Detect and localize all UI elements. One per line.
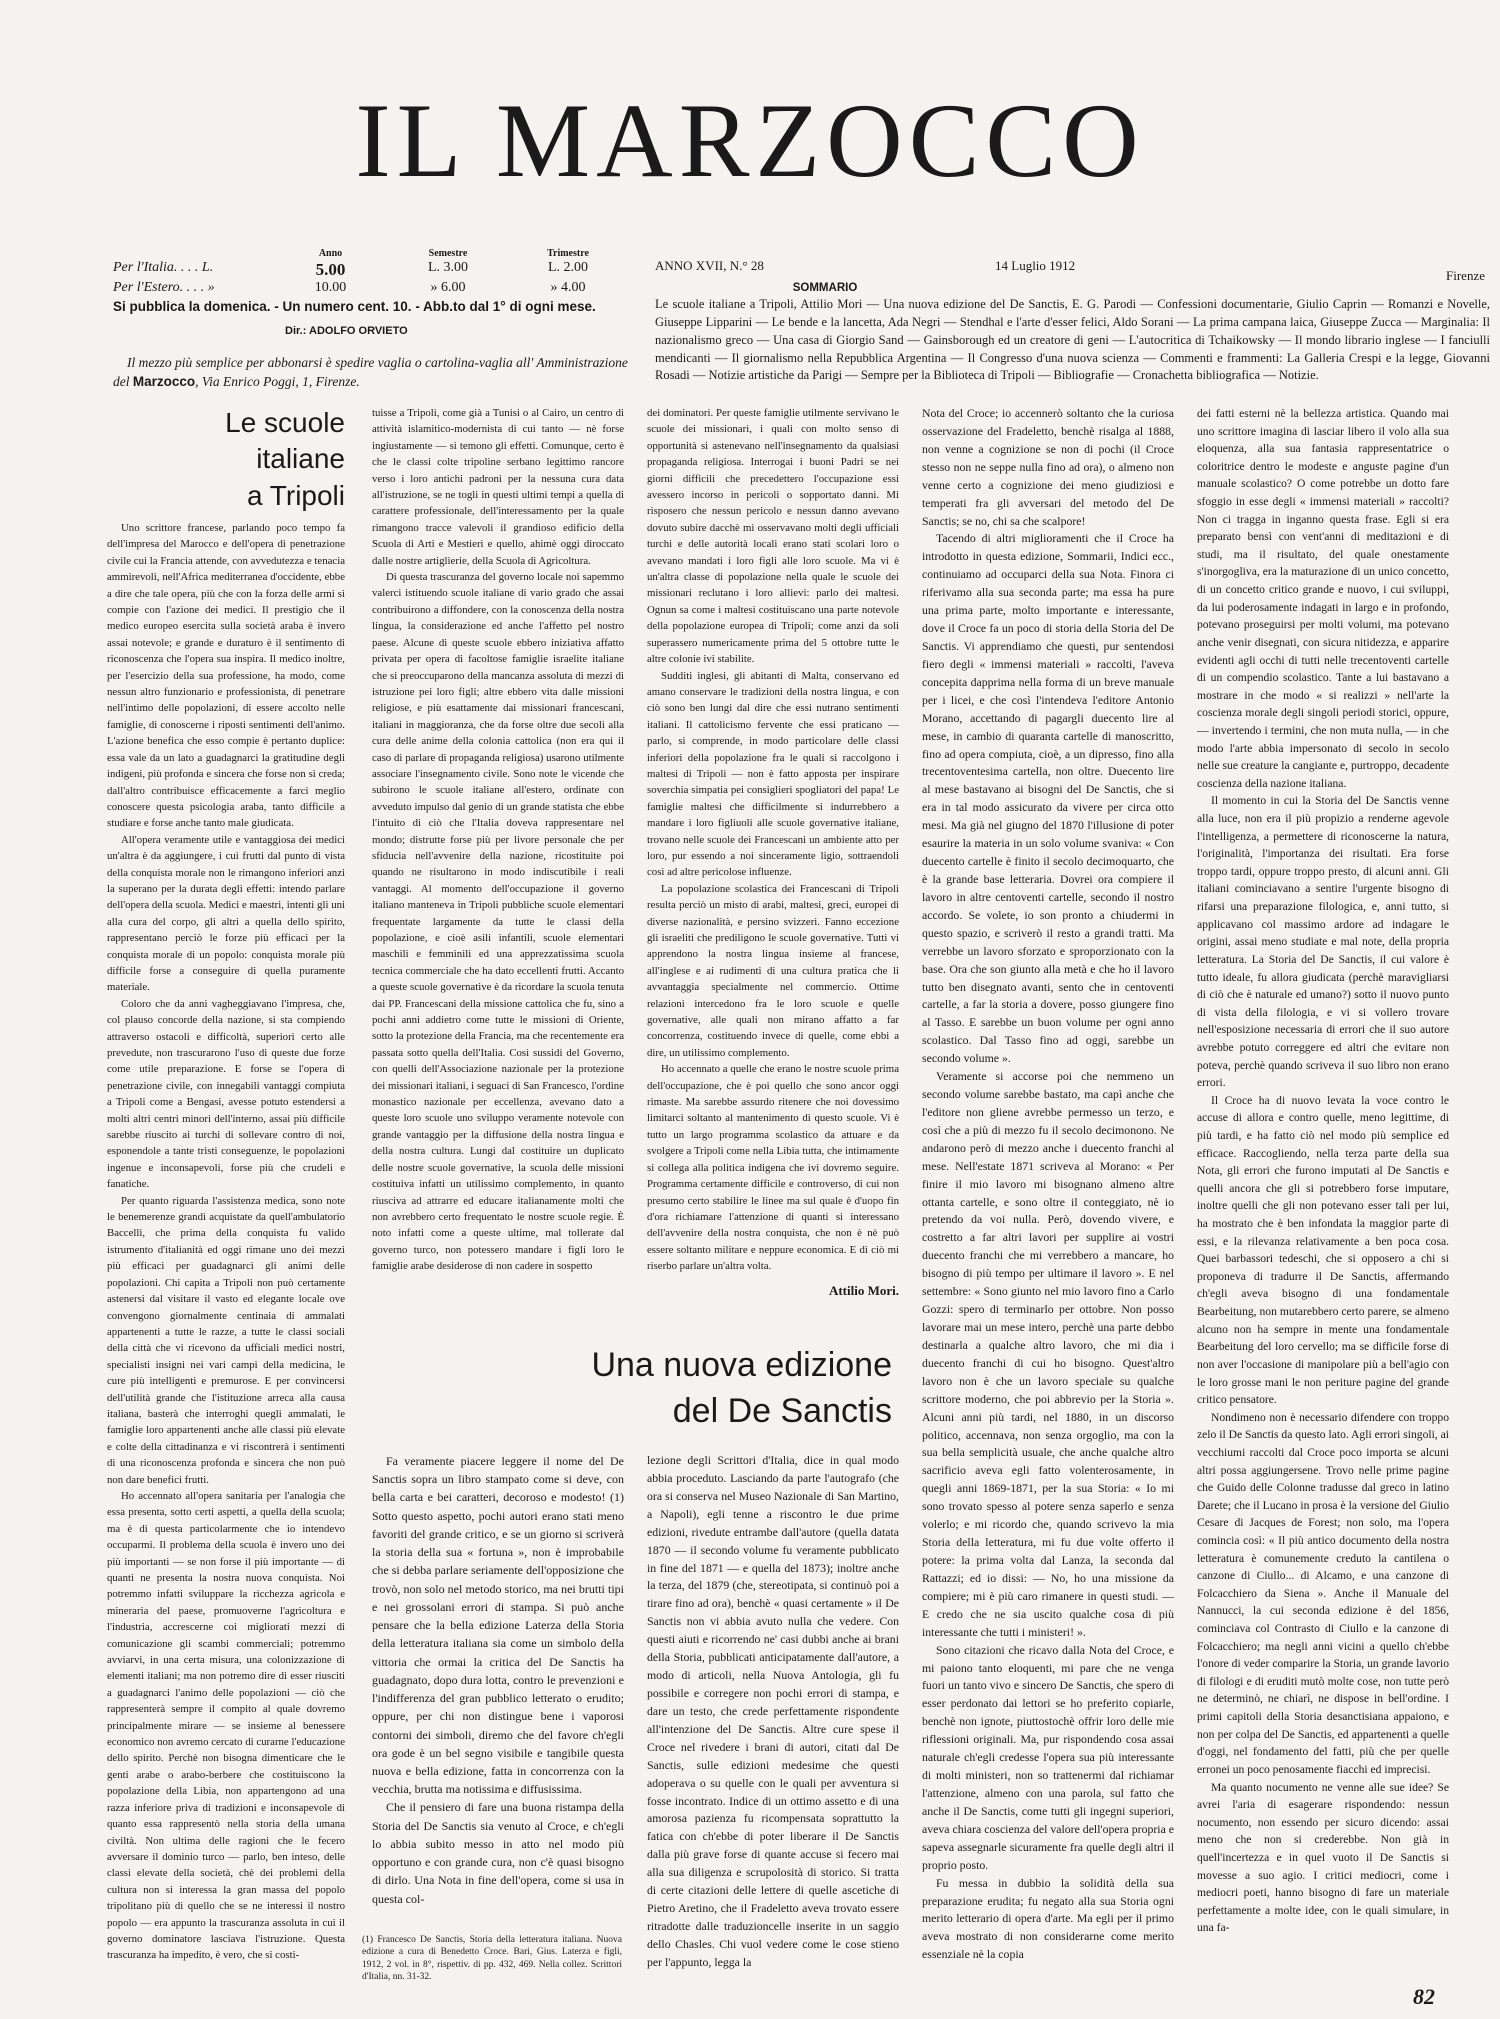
paragraph: All'opera veramente utile e vantaggiosa dei medici un'altra è da aggiungere, i cui frutti dal punto di vista della conquista morale non le rimangono inferiori anzi la superano per la durata degli effetti: intendo parlare dell'opera della scuola. Medici e maestri, intenti gli uni alla cura del corpo, gli altri a quella dello spirito, rappresentano perciò le forze più efficaci per la conquista morale di un popolo: conquista morale più difficile forse a conseguire di quella puramente materiale. [107, 833, 345, 994]
price-semestre: » 6.00 [430, 280, 466, 296]
sommario-text: Le scuole italiane a Tripoli, Attilio Mori — Una nuova edizione del De Sanctis, E. G. Parodi — Confessioni documentarie, Giulio Caprin — Romanzi e Novelle, Giuseppe Lipparini — Le bende e la lancetta, Ada Negri — Stendhal e l'arte d'esser felici, Aldo Sorani — La prima campana laica, Giuseppe Zucca — Marginalia: Il nazionalismo greco — Una casa di Giorgio Sand — Gainsborough ed un creatore di geni — L'autocritica di Tchaikowsky — Il mondo librario inglese — I fanciulli mendicanti — Il giornalismo nella Repubblica Argentina — Il Congresso d'una nuova scienza — Commenti e frammenti: La Galleria Crespi e la legge, Giovanni Rosadi — Notizie artistiche da Parigi — Sempre per la Biblioteca di Tripoli — Bibliografie — Cronachetta bibliografica — Notizie. [655, 297, 1490, 383]
subscription-row-estero [113, 280, 633, 297]
header-semestre: Semestre [428, 248, 468, 259]
paragraph: Di questa trascuranza del governo locale noi sapemmo valerci istituendo scuole italiane di vario grado che assai contribuirono a diffondere, con la conoscenza della nostra lingua, la considerazione ed anche l'affetto pel nostro paese. Alcune di queste scuole ebbero iniziativa affatto privata per opera di facoltose famiglie israelite italiane che si preoccuparono della mancanza assoluta di mezzi di istruzione pei loro figli; altre ebbero vita dalle missioni religiose, e più esattamente dai missionari francescani, italiani in maggioranza, che da forse oltre due secoli alla cura delle anime della colonia cattolica (non era qui il caso di parlare di propaganda religiosa) usarono utilmente associare l'insegnamento civile. Sono note le vicende che subirono le scuole italiane all'estero, ordinate con avveduto impulso dal genio di un grande statista che ebbe l'intuito di ciò che l'Italia doveva rappresentare nel mondo; distrutte forse più per livore personale che per sfiducia nell'avvenire della nazione, ricostituite poi quando ne risultarono in modo indiscutibile i reali vantaggi. Al momento dell'occupazione il governo italiano manteneva in Tripoli pubbliche scuole elementari frequentate largamente da tutte le classi della popolazione, e cioè asili infantili, scuole elementari maschili e femminili ed una apprezzatissima scuola tecnica commerciale che ha dato eccellenti frutti. Accanto a queste scuole governative è da ricordare la scuola tenuta dai PP. Francescani della missione cattolica che fu, sino a pochi anni addietro come tutte le missioni di Oriente, sotto la protezione della Francia, ma che recentemente era passata sotto quella dell'Italia. Così sussidi del Governo, con quelli dell'Associazione nazionale per la protezione dei missionari italiani, i seguaci di San Francesco, l'ordine monastico nazionale per eccellenza, avevano dato a queste loro scuole uno sviluppo veramente notevole con grande vantaggio per la diffusione della nostra lingua e della nostra cultura. Lungi dal costituire un duplicato delle nostre scuole governative, la scuola delle missioni costituiva infatti un utilissimo complemento, in quanto riusciva ad attrarre ed educare italianamente molti che non avrebbero certo frequentato le nostre scuole regie. È noto infatti come a queste ultime, mal tollerate dal governo turco, non potessero mandare i figli loro le famiglie arabe desiderose di non cadere in sospetto [372, 571, 624, 1273]
price-trimestre: L. 2.00 [547, 260, 589, 275]
director-line: Dir.: ADOLFO ORVIETO [285, 325, 408, 338]
paragraph: dei dominatori. Per queste famiglie utilmente servivano le scuole dei missionari, i quali con molto senso di opportunità si astenevano nell'insegnamento da qualsiasi propaganda religiosa. Interrogai i buoni Padri se nei giorni difficili che precedettero l'occupazione essi avessero incorso in pericoli o sopportato danni. Mi risposero che nessun pericolo e nessun danno avevano dovuto subire dacchè mi osservavano molti degli ufficiali turchi e delle autorità locali erano stati scolari loro o avevano mandati i loro figli alle loro scuole. Ma vi è un'altra classe di popolazione nella quale le scuole dei missionari reclutano i loro allievi: parlo dei maltesi. Ognun sa come i maltesi costituiscano una parte notevole della popolazione europea di Tripoli; come anzi da soli superassero numericamente prima del 5 ottobre tutte le altre colonie ivi stabilite. [647, 407, 899, 666]
publication-note: Si pubblica la domenica. - Un numero cent. 10. - Abb.to dal 1° di ogni mese. [113, 299, 596, 315]
paragraph: Nondimeno non è necessario difendere con troppo zelo il De Sanctis da questo lato. Agli errori singoli, ai vecchiumi raccolti dal Croce poco importa se alcuni altri possa aggiungersene. Trovo nelle prime pagine che Guido delle Colonne tradusse dal greco in latino Darete; che il Lucano in prosa è la versione del Giulio Cesare di Jacques de Forest; non solo, ma l'opera comincia così: « Il più antico documento della nostra letteratura è comunemente creduto la cantilena o canzone di Ciullo... di Alcamo, e una canzone di Folcacchiero da Siena ». Anche il Manuale del Nannucci, la cui seconda edizione è del 1856, cominciava col Contrasto di Ciullo e la canzone di Folcacchiero; ma negli anni vicini a quello ch'ebbe l'onore di veder comparire la Storia, un grande lavorio di filologi e di eruditi mutò molte cose, non tutte però ne determinò, ne chiarì, ne dispose in bell'ordine. I primi capitoli della Storia desanctisiana appaiono, e non per colpa del De Sanctis, ed appartenenti a quelle d'oggi, nel fondamento del fatti, più che per quelle erronei un poco penosamente fiacchi ed imprecisi. [1197, 1410, 1449, 1776]
price-anno: 5.00 [315, 260, 346, 279]
subscription-row-italia [113, 260, 633, 280]
paragraph: lezione degli Scrittori d'Italia, dice in qual modo abbia proceduto. Lasciando da parte l'autografo (che ora si conserva nel Museo Nazionale di San Martino, a Napoli), egli tenne a riscontro le due prime edizioni, rivedute entrambe dall'autore (quella datata 1870 — il secondo volume fu veramente pubblicato in fine del 1871 — e quella del 1873); inoltre anche la terza, del 1879 (che, stereotipata, si continuò poi a tirare fino ad ora), benchè « quasi certamente » il De Sanctis non vi abbia avuto nulla che vedere. Con questi aiuti e ricorrendo ne' casi dubbi anche ai brani della Storia, pubblicati anticipatamente dall'autore, a modo di articoli, nella Nuova Antologia, gli fu possibile e corregere non pochi errori di stampa, e dare un testo, che crede perfettamente rispondente all'intenzione del De Sanctis. Altre cure spese il Croce nel rivedere i brani di autori, citati dal De Sanctis, sulle edizioni medesime che questi adoperava o su quelle con le quali per avventura si fosse incontrato. Indice di un ottimo assetto e di una amorosa pazienza fu ricompensata soprattutto la fatica con ch'ebbe di poter liberare il De Sanctis dalla più grave forse di quante accuse si fecero mai alla sua diligenza e scrupolosità di storico. Si tratta di certe citazioni delle lettere di quelle ascetiche di Pietro Aretino, che il Fradeletto aveva trovato essere ritradotte dalle traduzioncelle inserite in un saggio dello Chasles. Chi vuol vedere come le cose stieno per l'appunto, legga la [647, 1453, 899, 1969]
paragraph: Che il pensiero di fare una buona ristampa della Storia del De Sanctis sia venuto al Croce, e ch'egli lo abbia subito messo in atto nel modo più opportuno e con grande cura, non c'è quasi bisogno di dirlo. Una Nota in fine dell'opera, come si usa in questa col- [372, 1800, 624, 1906]
article-column-2-lower [372, 1452, 624, 1927]
header-trimestre: Trimestre [547, 248, 589, 259]
subscription-info: Il mezzo più semplice per abbonarsi è spedire vaglia o cartolina-vaglia all' Amministrazione del Marzocco, Via Enrico Poggi, 1, Firenze. [113, 354, 628, 390]
paragraph: Per quanto riguarda l'assistenza medica, sono note le benemerenze grandi acquistate da quell'ambulatorio Baccelli, che prima della conquista fu valido istrumento d'italianità ed oggi rimane uno dei mezzi più efficaci per guadagnarci gli animi delle popolazioni. Chi capita a Tripoli non può certamente astenersi dal visitare il vasto ed elegante locale ove convengono giornalmente centinaia di ammalati appartenenti a tutte le razze, a tutte le classi sociali della città che vi ricevono da ufficiali medici nostri, specialisti insigni nei vari campi della medicina, le cure più intelligenti e premurose. E per convincersi dell'utilità grande che l'istituzione arreca alla causa italiana, basterà che interroghi quegli ammalati, le famiglie loro appartenenti anche alle classi più elevate e colte della cittadinanza e vi riscontrerà i sentimenti di una riconoscenza profonda e sincera che non può non dare benefici frutti. [107, 1194, 345, 1486]
paragraph: tuisse a Tripoli, come già a Tunisi o al Cairo, un centro di attività islamitico-modernista di cui tanto — nè forse ingiustamente — si temono gli effetti. Comunque, certo è che le classi colte tripoline serbano legittimo rancore verso i loro antichi padroni per la nessuna cura data all'istruzione, se ne togli in questi ultimi tempi a quella di carattere professionale, dell'interessamento per la quale rimangono tracce valevoli il grandioso edificio della Scuola di Arti e Mestieri e quello, ahimè oggi diroccato dalle nostre artiglierie, della Scuola di Agricoltura. [372, 407, 624, 567]
table-of-contents [655, 280, 1490, 385]
paragraph: Sudditi inglesi, gli abitanti di Malta, conservano ed amano conservare le tradizioni della nostra lingua, e con ciò sono ben lungi dal dire che essi nutrano sentimenti italiani. Il cattolicismo fervente che essi praticano — parlo, si comprende, in modo particolare delle classi inferiori della popolazione fra le quali si raccolgono i maltesi di Tripoli — non è fatto apposta per inspirare soverchia simpatia pei consiglieri spogliatori del papa! Le famiglie maltesi che difficilmente si indurrebbero a mandare i loro figliuoli alle scuole governative italiane, trovano nelle scuole dei Francescani un ambiente atto per loro, pur essendo a noi sinceramente ligio, sottraendoli così ad altre pericolose influenze. [647, 669, 899, 879]
paragraph: La popolazione scolastica dei Francescani di Tripoli resulta perciò un misto di arabi, maltesi, greci, europei di diverse nazionalità, e persino svizzeri. Fanno eccezione gli israeliti che prediligono le scuole governative. Tutti vi apprendono la nostra lingua insieme al francese, all'inglese e ai rudimenti di una cultura pratica che li avvantaggia specialmente nel commercio. Ottime relazioni intercedono fra le loro scuole e quelle governative, alle quali non mirano affatto a far concorrenza, costituendo invece di quelle, come ebbi a dire, un utilissimo complemento. [647, 882, 899, 1059]
article-column-5 [1197, 405, 1449, 1987]
price-anno: 10.00 [314, 280, 347, 296]
subscription-headers [113, 248, 633, 260]
paragraph: Il momento in cui la Storia del De Sanctis venne alla luce, non era il più propizio a renderne agevole l'intelligenza, a permettere di riconoscerne la natura, l'originalità, l'importanza dei risultati. Era forse troppo tardi, oppure troppo presto, di alcuni anni. Gli italiani cominciavano a sentire l'urgente bisogno di rifarsi una preparazione filologica, e, anni tutto, si applicavano col massimo ardore ad indagare le origini, assai meno studiate e mal note, della propria letteratura. La Storia del De Sanctis, il cui valore è tutto ideale, fu allora giudicata (perchè maravigliarsi di ciò che è naturale ed umano?) sotto il nuovo punto di vista della filologia, e vi si vollero trovare nell'esposizione necessaria di errori che il suo autore avrebbe potuto correggere ed altri che evitare non poteva, perchè quando scriveva il suo libro non erano errori. [1197, 794, 1449, 1090]
issue-date: 14 Luglio 1912 [995, 258, 1076, 273]
article-signature: Attilio Mori. [828, 1282, 899, 1298]
paragraph: Coloro che da anni vagheggiavano l'impresa, che, col plauso concorde della nazione, si sta compiendo attraverso ostacoli e difficoltà, superiori certo alle prevedute, non trascurarono l'uso di queste due forze come utile preparazione. E forse se l'opera di penetrazione civile, con innegabili vantaggi compiuta a Tripoli come a Bengasi, avesse potuto estendersi a molti altri centri minori dell'interno, assai più difficile sarebbe riuscito ai turchi di sollevare contro di noi, esponendole a tante tristi conseguenze, le popolazioni ingenue e inconsapevoli, forse più che crudeli e fanatiche. [107, 997, 345, 1191]
row-label: Per l'Italia. . . . L. [113, 260, 214, 275]
price-trimestre: » 4.00 [550, 280, 586, 296]
article-column-3 [647, 405, 899, 1315]
article-title-scuole: Le scuole italiane a Tripoli [225, 407, 345, 511]
article-column-4 [922, 405, 1174, 1987]
page-number: 82 [1413, 1984, 1435, 2009]
sommario-title: SOMMARIO [792, 282, 858, 294]
paragraph: Fa veramente piacere leggere il nome del De Sanctis sopra un libro stampato come si deve, con bella carta e bei caratteri, decoroso e modesto! (1) Sotto questo aspetto, pochi autori erano stati meno favoriti del grande critico, e se un giorno si scriverà la storia della sua « fortuna », non è improbabile che si debba parlare seriamente dell'opposizione che trovò, non solo nel metodo storico, ma nei brutti tipi e nei grossolani errori di stampa. Si può anche pensare che la bella edizione Laterza della Storia della letteratura italiana sia come un simbolo della vittoria che ormai la critica del De Sanctis ha guadagnato, dopo dura lotta, contro le prevenzioni e l'indifferenza del gran pubblico letterato o erudito; oppure, per chi non distingue bene i vaporosi contorni dei simboli, diremo che del favore ch'egli ora gode è un bel segno visibile e tangibile questa nuova e bella edizione, fatta in concorrenza con la vecchia, brutta ma notissima e diffusissima. [372, 1454, 624, 1797]
paragraph: Fu messa in dubbio la solidità della sua preparazione erudita; fu negato alla sua Storia ogni merito letterario di opera d'arte. Ma egli per il primo aveva mostrato di non considerarne come merito essenziale nè la copia [922, 1875, 1174, 1962]
row-label: Per l'Estero. . . . » [113, 280, 215, 296]
paragraph: Nota del Croce; io accennerò soltanto che la curiosa osservazione del Fradeletto, benchè risalga al 1888, non venne a cognizione se non di pochi (il Croce stesso non ne seppe nulla fino ad ora), o almeno non venne certo a cognizione dei meno giudiziosi e temperati fra gli avversari del metodo del De Sanctis; se no, chi sa che scalpore! [922, 406, 1174, 528]
paragraph: dei fatti esterni nè la bellezza artistica. Quando mai uno scrittore imagina di lasciar libero il volo alla sua eloquenza, alla sua fantasia rappresentatrice o coloritrice dentro le modeste e anguste pagine d'un manuale scolastico? O come potrebbe un dotto fare sfoggio in esse degli « immensi materiali » raccolti? Non ci tragga in inganno questa frase. Egli si era preparato bensì con vent'anni di meditazioni e di studi, ma il risultato, del quale onestamente s'inorgogliva, era la maturazione di un unico concetto, di un concetto critico grande e nuovo, i cui sviluppi, da lui poderosamente indagati in largo e in profondo, potevano proseguirsi per molti volumi, ma potevano anche venir disegnati, con sicura nitidezza, e apparire evidenti agli occhi di tutti nelle trecentoventi cartelle di un compendio scolastico. Tante a lui bastavano a mostrare in che modo « si realizzi » nell'arte la coscienza morale degli singoli periodi storici, oppure, — invertendo i termini, che non muta nulla, — in che modo l'arte abbia impersonato di secolo in secolo nelle sue creature la cangiante e, purtroppo, decadente coscienza della nazione italiana. [1197, 407, 1449, 790]
subscription-box [113, 248, 633, 392]
paragraph: Ho accennato a quelle che erano le nostre scuole prima dell'occupazione, che è poi quello che sono ancor oggi rimaste. Ma sarebbe assurdo ritenere che noi dovessimo limitarci soltanto al mantenimento di questo scuole. Vi è tutto un largo programma scolastico da attuare e da svolgere a Tripoli come nella Libia tutta, che intimamente si collega alla politica indigena che ivi dovremo seguire. Programma certamente difficile e controverso, di cui non presumo certo stabilire le linee ma sul quale è d'uopo fin d'ora richiamare l'attenzione di quanti si interessano dell'avvenire della nostra conquista, che non è nè può essere soltanto militare e neppure economica. E di ciò mi riserbo parlare un'altra volta. [647, 1063, 899, 1273]
article-column-3-lower [647, 1452, 899, 1987]
paragraph: Veramente si accorse poi che nemmeno un secondo volume sarebbe bastato, ma capì anche che l'editore non gliene avrebbe permesso un terzo, e così che a più di mezzo fu il secolo decimonono. Ne andarono però di mezzo anche i duecento franchi al mese. Nell'estate 1871 scriveva al Morano: « Per finire il mio lavoro mi bisognano almeno altre ottanta cartelle, e sono oltre il conteggiato, nè io pretendo da voi nulla. Però, dovendo vivere, e costretto a far altri lavori per supplire ai vostri duecento franchi che mi verrebbero a mancare, ho bisogno di più tempo per ultimare il lavoro ». E nel settembre: « Sono giunto nel mio lavoro fino a Carlo Gozzi: spero di terminarlo per ottobre. Non posso lavorare mai un mese intero, perchè una parte debbo destinarla a qualche altro lavoro, che mi dia i duecento franchi di cui ho bisogno. Quest'altro lavoro non è che un lavoro speciale su qualche scrittore moderno, che poi abbrevio per la Storia ». Alcuni anni più tardi, nel 1880, in un discorso politico, accennava, non senza orgoglio, ma con la sua bella semplicità usuale, che anche qualche altro sacrificio aveva egli fatto volenterosamente, in quegli anni 1869-1871, per la sua Storia: « Io mi sono trovato spesso al potere senza saperlo e senza volerlo; e mi ricordo che, quando scrivevo la mia Storia della letteratura, mi fu due volte offerto il potere: la prima volta dal Lanza, la seconda dal Rattazzi; ed io dissi: — No, ho una missione da compiere; mi è più caro rimanere in questi studi. — E credo che ne sia uscito qualche cosa di più interessante che tutti i ministeri! ». [922, 1069, 1174, 1639]
header-anno: Anno [318, 248, 343, 259]
article-column-1 [107, 520, 345, 1980]
paragraph: Sono citazioni che ricavo dalla Nota del Croce, e mi paiono tanto eloquenti, mi pare che ne venga fuori un tanto vivo e sincero De Sanctis, che spero di esser perdonato dai lettori se ho preferito copiarle, benchè non ignote, piuttostochè offrir loro delle mie riflessioni originali. Ma, pur rispondendo cosa assai naturale ch'egli credesse l'opera sua più interessante di molti ministeri, non so trattenermi dal richiamar l'attenzione, almeno con una parola, sul fatto che anche il De Sanctis, come tutti gli ingegni superiori, aveva chiara coscienza del valore dell'opera propria e sapeva assegnarle sicuramente fra quelle degli altri il proprio posto. [922, 1642, 1174, 1872]
issue-number: ANNO XVII, N.° 28 [655, 258, 764, 273]
article-column-2 [372, 405, 624, 1315]
issue-city: Firenze [1446, 268, 1485, 283]
paragraph: Uno scrittore francese, parlando poco tempo fa dell'impresa del Marocco e dell'opera di penetrazione civile cui la Francia attende, con avvedutezza e tenacia ammirevoli, nell'Africa mediterranea d'occidente, ebbe a dire che tale opera, più che con la forza delle armi si compie con l'azione dei medici. Il prestigio che il medico europeo esercita sulla società araba è invero assai notevole; e grande e duraturo è il sentimento di riconoscenza che l'opera sua inspira. Il medico inoltre, per l'esercizio della sua professione, ha modo, come nessun altro funzionario e professionista, di penetrare nell'intimo delle popolazioni, di essere accolto nelle famiglie, di conoscerne i riposti sentimenti dell'animo. L'azione benefica che esso compie è pertanto duplice: essa vale da un lato a guadagnarci la gratitudine degli indigeni, più profonda e sincera che forse non si creda; dall'altro contribuisce efficacemente a farci meglio conoscere questa psicologia araba, tanto difficile a studiare e forse anche tanto male giudicata. [107, 522, 345, 830]
masthead-title: IL MARZOCCO [355, 82, 1145, 199]
paragraph: Il Croce ha di nuovo levata la voce contro le accuse di allora e contro quelle, meno legittime, di più tardi, e ha fatto ciò nel modo più semplice ed efficace. Raccogliendo, nella terza parte della sua Nota, gli errori che furono imputati al De Sanctis e quelli ancora che gli si potrebbero forse imputare, inoltre quelli che gli non potevano esser tali per lui, ha mostrato che è ben infondata la maggior parte di essi, e la rilevanza relativamente a ben poca cosa. Quei barbassori tedeschi, che si opposero a chi si proponeva di tradurre il De Sanctis, affermando ch'egli aveva bisogno di una fondamentale Bearbeitung, non mutarebbero certo parere, se almeno alcuno non ha sempre in mente una fondamentale Bearbeitung del loro cervello; ma se difficile forse di non aver l'occasione di manipolare più a bell'agio con le loro grosse mani le non periture pagine del grande critico pensatore. [1197, 1093, 1449, 1407]
article-title-de-sanctis: Una nuova edizione del De Sanctis [591, 1346, 892, 1430]
footnote: (1) Francesco De Sanctis, Storia della letteratura italiana. Nuova edizione a cura di Benedetto Croce. Bari, Gius. Laterza e figli, 1912, 2 vol. in 8°, rispettiv. di pp. 432, 469. Nella collez. Scrittori d'Italia, nn. 31-32. [362, 1935, 622, 1983]
paragraph: Tacendo di altri miglioramenti che il Croce ha introdotto in questa edizione, Sommarii, Indici ecc., continuiamo ad occuparci della sua Nota. Finora ci riferivamo alla sua seconda parte; ma essa ha pure una prima parte, molto importante e interessante, dove il Croce fa un poco di storia della Storia del De Sanctis. Vi apprendiamo che questi, pur sentendosi fiero degli « immensi materiali » raccolti, l'aveva concepita dapprima nella forma di un breve manuale per i licei, e che così l'intendeva l'editore Antonio Morano, accettando di pagargli duecento lire al mese, in cambio di quaranta cartelle di manoscritto, fino ad opera compiuta, cioè, a un dipresso, fino alla trecentoventesima cartella, non oltre. Duecento lire al mese bastavano ai bisogni del De Sanctis, che si era in tal modo assicurato da vivere per circa otto mesi. Ma già nel giugno del 1870 l'illusione di poter esaurire la materia in un solo volume svaniva: « Con duecento cartelle è finito il secolo decimoquarto, che è la grande base letteraria. Dovrei ora compiere il lavoro in altre centoventi cartelle, secondo il nostro accordo. Se volete, io son pronto a chiudermi in questo spazio, e scriverò il resto a grandi tratti. Ma verrebbe un lavoro sforzato e sproporzionato con la base. Ora che son giunto alla metà e che ho il lavoro tutto ben disegnato avanti, sento che in centoventi cartelle, a far la storia a dovere, posso giungere fino al Tasso. E sarebbe un buon volume per ogni anno scolastico. Dal Tasso fino ad oggi, sarebbe un secondo volume ». [922, 531, 1174, 1066]
price-semestre: L. 3.00 [427, 260, 469, 275]
newspaper-name: Marzocco [132, 374, 196, 390]
paragraph: Ma quanto nocumento ne venne alle sue idee? Se avrei l'aria di esagerare rispondendo: nessun nocumento, non essendo per sicuro dicendo: assai meno che non si crederebbe. Non già in quell'incertezza e in quel vuoto il De Sanctis si movesse a suo agio. I critici mediocri, come i mediocri poeti, hanno bisogno di fare un materiale perfettamente a molte idee, con le quali simulare, in una fa- [1197, 1780, 1449, 1935]
paragraph: Ho accennato all'opera sanitaria per l'analogia che essa presenta, sotto certi aspetti, a quella della scuola; ma è di questa particolarmente che io intendevo occuparmi. Il problema della scuola è invero uno dei più importanti — se non forse il più importante — di quanti ne presenta la nostra nuova conquista. Noi potremmo infatti sviluppare la ricchezza agricola e mineraria del paese, promuoverne l'agricoltura e l'industria, accrescerne coi migliorati mezzi di comunicazione gli scambi commerciali; potremmo avviarvi, in una certa misura, una colonizzazione di elementi italiani; ma non potremo dire di esser riusciti a guadagnarci l'animo delle popolazioni — ciò che rappresenterà sempre il compito al quale dovremo principalmente mirare — se insieme al benessere economico non avremo cercato di curarne l'educazione dello spirito. Perchè non bisogna dimenticare che le genti arabe o arabo-berbere che costituiscono la popolazione della Libia, non appartengono ad una razza inferiore priva di tradizioni e inconsapevole di quanto essa rappresentò nella storia della umana civiltà. Non ultima delle ragioni che le fecero avversare il dominio turco — parlo, ben inteso, delle classi elevate della società, chè dei problemi della cultura non si interessa la gran massa del popolo tripolitano più di quello che se ne interessi il nostro popolo — era appunto la trascuranza assoluta in cui il governo dominatore lasciava l'istruzione. Questa trascuranza ha impedito, è vero, che si costi- [107, 1489, 345, 1962]
